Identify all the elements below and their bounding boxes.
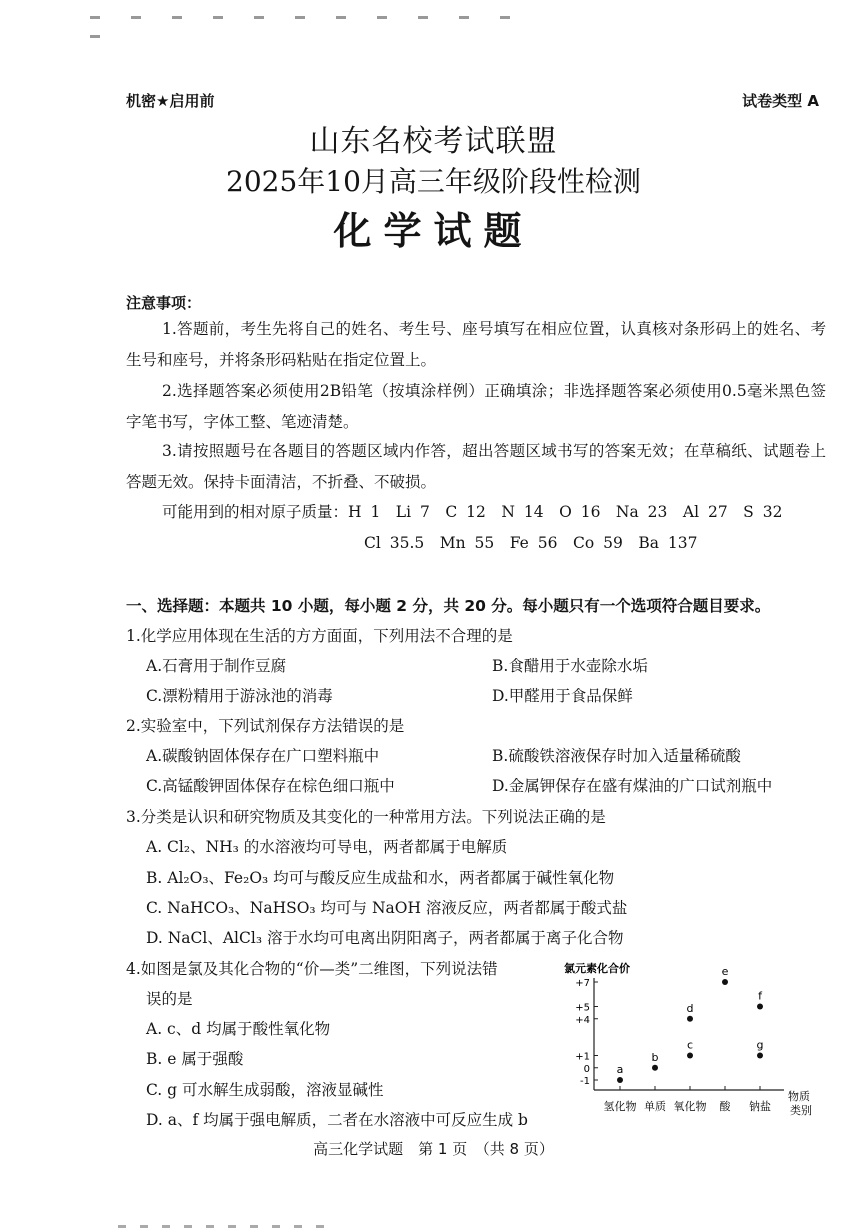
chart-point-b xyxy=(652,1065,658,1071)
chart-xlabel: 物质 xyxy=(788,1090,810,1103)
chart-point-label: c xyxy=(686,1038,694,1052)
question-option: B.食醋用于水壶除水垢 xyxy=(492,657,648,675)
chart-point-a xyxy=(617,1077,623,1083)
chart-x-tick-label: 单质 xyxy=(644,1100,666,1113)
atomic-mass-line: Cl 35.5 Mn 55 Fe 56 Co 59 Ba 137 xyxy=(364,534,698,552)
chart-x-tick-label: 氧化物 xyxy=(673,1100,707,1113)
question-option: C.漂粉精用于游泳池的消毒 xyxy=(146,687,333,705)
chart-x-tick-label: 酸 xyxy=(719,1100,731,1113)
question-option: A.碳酸钠固体保存在广口塑料瓶中 xyxy=(146,747,380,765)
page-footer: 高三化学试题 第 1 页 （共 8 页） xyxy=(313,1140,554,1158)
exam-session-title: 2025年10月高三年级阶段性检测 xyxy=(226,165,641,198)
section-heading: 一、选择题：本题共 10 小题，每小题 2 分，共 20 分。每小题只有一个选项符合题目要求。 xyxy=(126,597,771,615)
question-option: B. e 属于强酸 xyxy=(146,1050,244,1068)
chart-point-label: a xyxy=(616,1063,624,1076)
scan-marks-bottom xyxy=(118,1213,348,1219)
confidential-label: 机密★启用前 xyxy=(126,92,215,110)
scan-marks-top xyxy=(90,4,550,12)
chart-y-tick-label: +4 xyxy=(575,1014,590,1026)
question-option: B. Al₂O₃、Fe₂O₃ 均可与酸反应生成盐和水，两者都属于碱性氧化物 xyxy=(146,869,615,887)
notes-heading: 注意事项： xyxy=(126,294,202,312)
chart-y-tick-label: +7 xyxy=(575,978,590,989)
subject-title: 化学试题 xyxy=(333,209,534,253)
question-option: D. a、f 均属于强电解质，二者在水溶液中可反应生成 b xyxy=(146,1111,528,1129)
chart-y-tick-label: +5 xyxy=(575,1002,590,1014)
chart-point-c xyxy=(687,1053,693,1059)
chart-point-label: g xyxy=(756,1038,764,1052)
paper-type-label: 试卷类型 A xyxy=(742,92,819,110)
chart-y-tick-label: -1 xyxy=(580,1076,590,1087)
note-item: 3.请按照题号在各题目的答题区域内作答，超出答题区域书写的答案无效；在草稿纸、试题卷上答题无效。保持卡面清洁，不折叠、不破损。 xyxy=(126,442,826,491)
chart-ylabel: 氯元素化合价 xyxy=(564,962,630,975)
chart-point-label: d xyxy=(686,1001,694,1015)
question-stem: 3.分类是认识和研究物质及其变化的一种常用方法。下列说法正确的是 xyxy=(126,808,606,826)
chart-point-d xyxy=(687,1016,693,1022)
chart-point-f xyxy=(757,1004,763,1010)
question-option: A.石膏用于制作豆腐 xyxy=(146,657,287,675)
chart-y-tick-label: 0 xyxy=(583,1063,590,1075)
chart-x-tick-label: 氢化物 xyxy=(603,1100,637,1113)
chart-point-label: e xyxy=(721,965,729,978)
chart-point-label: f xyxy=(758,989,762,1003)
exam-organizer-title: 山东名校考试联盟 xyxy=(309,124,558,159)
question-stem: 2.实验室中，下列试剂保存方法错误的是 xyxy=(126,717,405,735)
chart-xlabel: 类别 xyxy=(790,1104,812,1117)
chart-x-tick-label: 钠盐 xyxy=(749,1100,771,1113)
valence-class-chart xyxy=(562,958,832,1133)
question-option: D.金属钾保存在盛有煤油的广口试剂瓶中 xyxy=(492,777,773,795)
note-item: 1.答题前，考生先将自己的姓名、考生号、座号填写在相应位置，认真核对条形码上的姓名、考生号和座号，并将条形码粘贴在指定位置上。 xyxy=(126,320,826,369)
chart-svg xyxy=(562,958,832,1133)
question-option: D.甲醛用于食品保鲜 xyxy=(492,687,633,705)
chart-point-e xyxy=(722,979,728,985)
question-stem: 1.化学应用体现在生活的方方面面，下列用法不合理的是 xyxy=(126,627,513,645)
chart-y-tick-label: +1 xyxy=(575,1051,590,1063)
question-option: B.硫酸铁溶液保存时加入适量稀硫酸 xyxy=(492,747,741,765)
atomic-mass-line: 可能用到的相对原子质量：H 1 Li 7 C 12 N 14 O 16 Na 23 Al 27 S 32 xyxy=(162,503,783,521)
question-option: C.高锰酸钾固体保存在棕色细口瓶中 xyxy=(146,777,395,795)
question-option: D. NaCl、AlCl₃ 溶于水均可电离出阴阳离子，两者都属于离子化合物 xyxy=(146,929,624,947)
question-option: C. NaHCO₃、NaHSO₃ 均可与 NaOH 溶液反应，两者都属于酸式盐 xyxy=(146,899,628,917)
question-option: A. Cl₂、NH₃ 的水溶液均可导电，两者都属于电解质 xyxy=(146,838,508,856)
chart-point-label: b xyxy=(651,1050,659,1064)
chart-point-g xyxy=(757,1053,763,1059)
question-option: A. c、d 均属于酸性氧化物 xyxy=(146,1020,331,1038)
question-option: C. g 可水解生成弱酸，溶液显碱性 xyxy=(146,1081,384,1099)
note-item: 2.选择题答案必须使用2B铅笔（按填涂样例）正确填涂；非选择题答案必须使用0.5毫米黑色签字笔书写，字体工整、笔迹清楚。 xyxy=(126,382,826,431)
question-stem: 4.如图是氯及其化合物的“价—类”二维图，下列说法错 xyxy=(126,960,498,978)
question-stem-continued: 误的是 xyxy=(146,990,193,1008)
